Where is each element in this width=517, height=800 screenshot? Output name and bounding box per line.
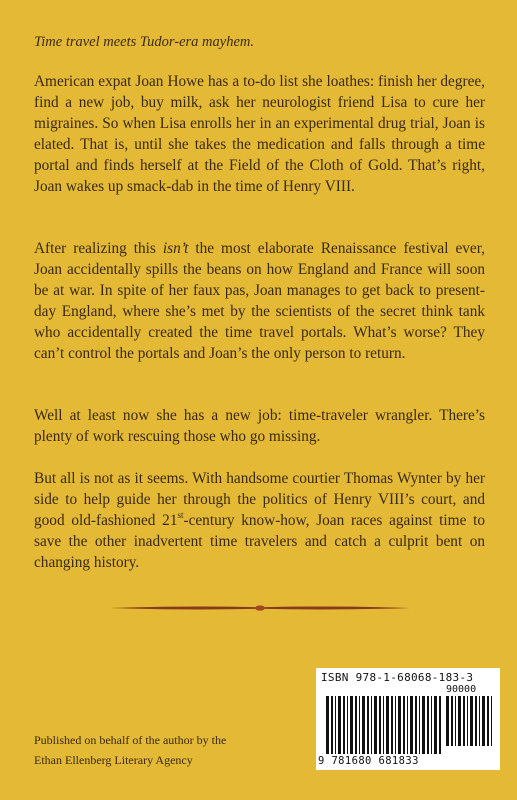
barcode-bar	[491, 696, 492, 746]
blurb-paragraph-1: American expat Joan Howe has a to-do list she loathes: finish her degree, find a new job, buy milk, ask her neurologist friend Lisa to cure her migraines. So when Lisa enrolls her in an experimental drug trial, Joan is elated. That is, until she takes the medication and falls through a time portal and finds herself at the Field of the Cloth of Gold. That’s right, Joan wakes up smack-dab in the time of Henry VIII.	[34, 73, 485, 195]
barcode-bar	[335, 696, 336, 754]
barcode-bar	[386, 696, 389, 754]
barcode-bars	[326, 696, 441, 754]
barcode-bar	[398, 696, 401, 754]
isbn-barcode	[316, 668, 500, 770]
barcode-bar	[463, 696, 465, 746]
barcode-bar	[326, 696, 329, 754]
barcode-bar	[343, 696, 345, 754]
barcode-bar	[415, 696, 417, 754]
ornament-divider	[110, 604, 410, 612]
barcode-bar	[331, 696, 333, 754]
publisher-credit	[34, 730, 284, 770]
barcode-bar	[467, 696, 468, 746]
barcode-bar	[434, 696, 437, 754]
barcode-addon-bars	[446, 696, 494, 746]
barcode-bar	[439, 696, 441, 754]
barcode-bar	[359, 696, 360, 754]
barcode-bar	[451, 696, 453, 746]
barcode-bar	[487, 696, 489, 746]
barcode-bar	[371, 696, 372, 754]
barcode-bar	[355, 696, 357, 754]
tagline: Time travel meets Tudor-era mayhem.	[34, 34, 254, 50]
emphasis-text: isn’t	[162, 240, 189, 257]
barcode-bar	[479, 696, 480, 746]
barcode-bar	[391, 696, 393, 754]
ean-digits: 9 781680 681833	[318, 755, 419, 767]
barcode-bar	[403, 696, 405, 754]
barcode-bar	[347, 696, 348, 754]
barcode-bar	[431, 696, 432, 754]
barcode-bar	[470, 696, 473, 746]
barcode-bar	[482, 696, 485, 746]
isbn-text: ISBN 978-1-68068-183-3	[321, 671, 474, 684]
barcode-bar	[455, 696, 456, 746]
barcode-bar	[458, 696, 461, 746]
ordinal-suffix: st	[177, 509, 184, 520]
barcode-bar	[407, 696, 408, 754]
barcode-bar	[338, 696, 341, 754]
barcode-bar	[367, 696, 369, 754]
barcode-bar	[446, 696, 449, 746]
barcode-bar	[350, 696, 353, 754]
barcode-bar	[427, 696, 429, 754]
blurb-paragraph-4: But all is not as it seems. With handsome courtier Thomas Wynter by her side to help guide her through the politics of Henry VIII’s court, and good old-fashioned 21st-century know-how, Joan races against time to save the other inadvertent time travelers and catch a culprit bent on changing history.	[34, 470, 485, 571]
publisher-line-1: Published on behalf of the author by the	[34, 733, 227, 747]
barcode-bar	[362, 696, 365, 754]
barcode-bar	[419, 696, 420, 754]
barcode-bar	[379, 696, 381, 754]
publisher-line-2: Ethan Ellenberg Literary Agency	[34, 753, 193, 767]
barcode-bar	[475, 696, 477, 746]
barcode-bar	[422, 696, 425, 754]
price-code: 90000	[446, 684, 477, 695]
barcode-bar	[374, 696, 377, 754]
blurb-paragraph-3: Well at least now she has a new job: time-traveler wrangler. There’s plenty of work rescuing those who go missing.	[34, 407, 485, 445]
barcode-bar	[410, 696, 413, 754]
blurb-paragraph-2: After realizing this isn’t the most elaborate Renaissance festival ever, Joan accidentally spills the beans on how England and France will soon be at war. In spite of her faux pas, Joan manages to get back to present-day England, where she’s met by the scientists of the secret think tank who accidentally created the time travel portals. What’s worse? They can’t control the portals and Joan’s the only person to return.	[34, 240, 485, 362]
barcode-bar	[395, 696, 396, 754]
barcode-bar	[383, 696, 384, 754]
